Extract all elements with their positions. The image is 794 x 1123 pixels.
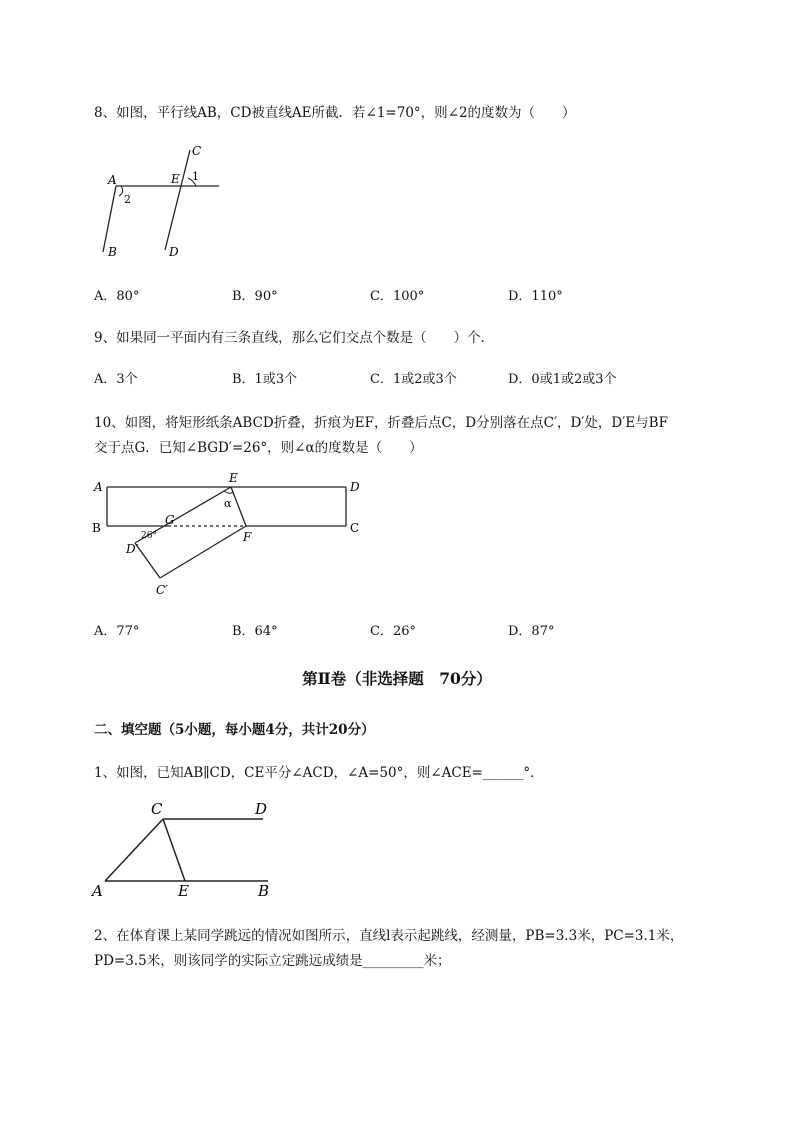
segment-ac bbox=[105, 819, 163, 881]
q10-option-c[interactable]: C．26° bbox=[370, 624, 416, 639]
q10-label-g: G bbox=[165, 513, 175, 527]
section2-title: 第Ⅱ卷（非选择题 70分） bbox=[302, 669, 492, 688]
q9-option-a[interactable]: A．3个 bbox=[94, 372, 138, 387]
q9-text: 9、如果同一平面内有三条直线，那么它们交点个数是（ ）个． bbox=[94, 330, 495, 346]
f2-text-line1: 2、在体育课上某同学跳远的情况如图所示，直线l表示起跳线，经测量，PB=3.3米，PC=3.1米， bbox=[94, 928, 684, 944]
q8-option-d[interactable]: D．110° bbox=[508, 289, 563, 304]
q9-option-b[interactable]: B．1或3个 bbox=[232, 372, 298, 387]
line-cd bbox=[165, 150, 190, 250]
q8-label-b: B bbox=[108, 245, 117, 259]
q8-label-c: C bbox=[192, 144, 202, 158]
q8-label-a: A bbox=[108, 173, 117, 187]
q8-option-b[interactable]: B．90° bbox=[232, 289, 278, 304]
q10-label-26deg: 26° bbox=[141, 531, 157, 541]
q10-figure bbox=[90, 470, 380, 600]
section2-subtitle: 二、填空题（5小题，每小题4分，共计20分） bbox=[94, 722, 375, 738]
f1-label-c: C bbox=[151, 800, 163, 818]
q10-text-line2: 交于点G．已知∠BGD′=26°，则∠α的度数是（ ） bbox=[94, 440, 423, 456]
q8-figure bbox=[95, 140, 235, 262]
q10-option-b[interactable]: B．64° bbox=[232, 624, 278, 639]
angle2-arc bbox=[119, 186, 123, 196]
f1-label-a: A bbox=[92, 882, 103, 900]
q8-label-angle2: 2 bbox=[124, 193, 131, 206]
edge-ef bbox=[231, 487, 246, 526]
q8-label-d: D bbox=[169, 245, 179, 259]
q9-option-c[interactable]: C．1或2或3个 bbox=[370, 372, 457, 387]
edge-dpcp bbox=[135, 543, 160, 578]
q10-label-b: B bbox=[92, 521, 101, 535]
q8-label-e: E bbox=[171, 172, 180, 186]
f2-text-line2: PD=3.5米，则该同学的实际立定跳远成绩是_________米； bbox=[94, 953, 451, 969]
q10-label-a: A bbox=[94, 480, 103, 494]
q10-label-dprime: D′ bbox=[126, 542, 139, 556]
q10-option-d[interactable]: D．87° bbox=[508, 624, 555, 639]
segment-ce bbox=[163, 819, 185, 881]
line-ab bbox=[103, 186, 116, 252]
q10-label-alpha: α bbox=[224, 497, 232, 510]
q8-option-c[interactable]: C．100° bbox=[370, 289, 425, 304]
q9-option-d[interactable]: D．0或1或2或3个 bbox=[508, 372, 617, 387]
q10-label-f: F bbox=[243, 530, 252, 544]
f1-label-e: E bbox=[178, 882, 189, 900]
q8-text: 8、如图，平行线AB，CD被直线AE所截．若∠1=70°，则∠2的度数为（ ） bbox=[94, 105, 576, 121]
q10-label-d: D bbox=[350, 480, 360, 494]
f1-text: 1、如图，已知AB∥CD，CE平分∠ACD，∠A=50°，则∠ACE=______°． bbox=[94, 765, 544, 781]
q8-option-a[interactable]: A．80° bbox=[94, 289, 140, 304]
q10-label-cprime: C′ bbox=[156, 583, 168, 597]
q8-label-angle1: 1 bbox=[192, 170, 199, 183]
f1-label-d: D bbox=[255, 800, 268, 818]
q10-label-e: E bbox=[229, 471, 238, 485]
q10-option-a[interactable]: A．77° bbox=[94, 624, 140, 639]
q10-label-c: C bbox=[350, 521, 360, 535]
q10-text-line1: 10、如图，将矩形纸条ABCD折叠，折痕为EF，折叠后点C，D分别落在点C′，D′处，D′E与BF bbox=[94, 415, 668, 431]
edge-cpf bbox=[160, 526, 246, 578]
alpha-arc bbox=[224, 491, 233, 493]
f1-label-b: B bbox=[258, 882, 270, 900]
f1-figure bbox=[88, 795, 278, 900]
